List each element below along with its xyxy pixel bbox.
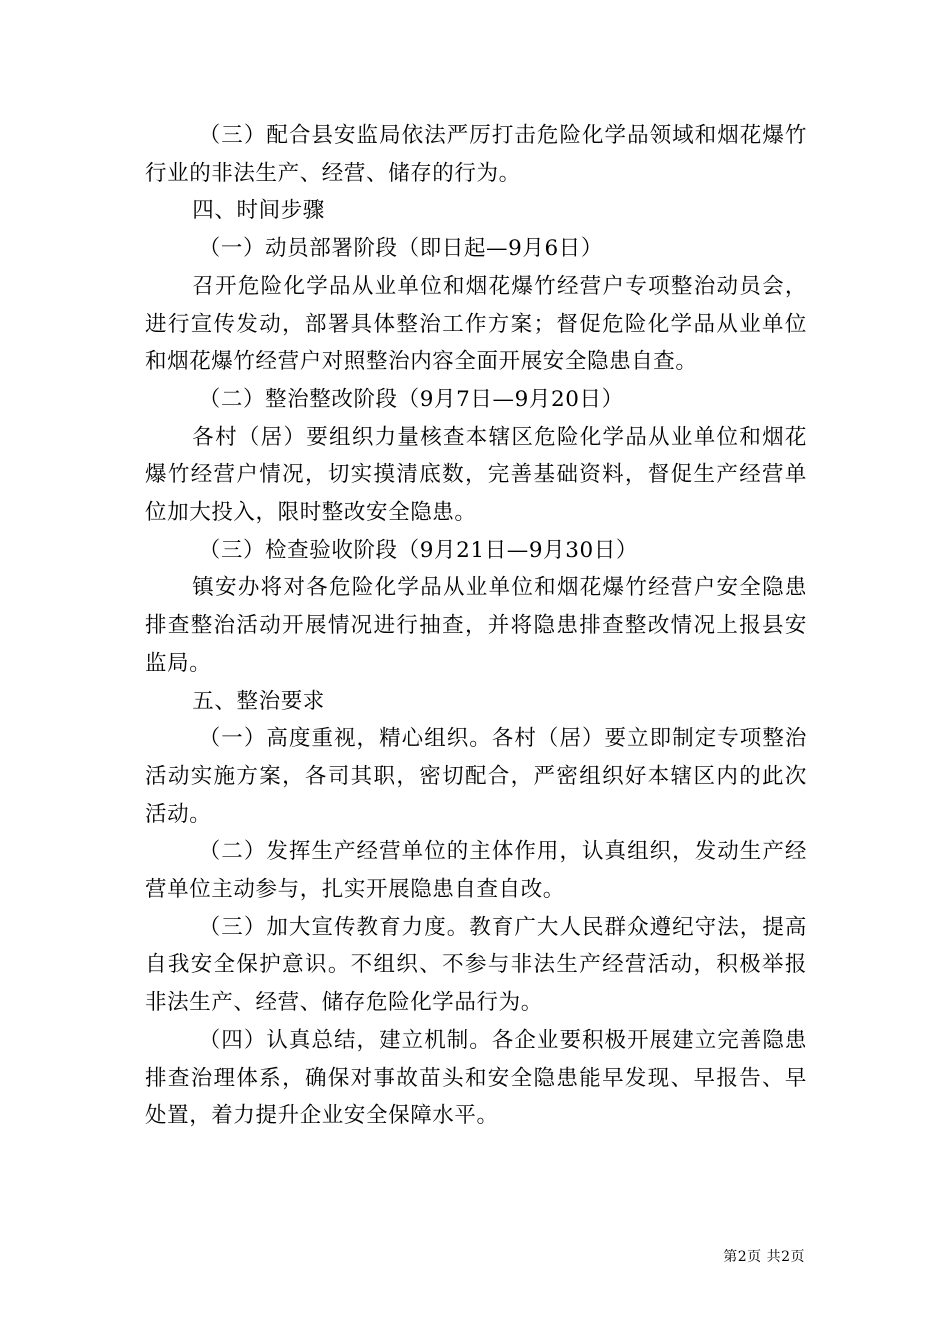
requirement-4: （四）认真总结，建立机制。各企业要积极开展建立完善隐患排查治理体系，确保对事故苗头和安全隐患能早发现、早报告、早处置，着力提升企业安全保障水平。 bbox=[145, 1027, 807, 1129]
paragraph-rectification: 各村（居）要组织力量核查本辖区危险化学品从业单位和烟花爆竹经营户情况，切实摸清底数，完善基础资料，督促生产经营单位加大投入，限时整改安全隐患。 bbox=[145, 424, 807, 526]
subheading-inspection: （三）检查验收阶段（9月21日—9月30日） bbox=[198, 537, 639, 563]
subheading-rectification: （二）整治整改阶段（9月7日—9月20日） bbox=[198, 386, 624, 412]
page-number: 第2页 共2页 bbox=[723, 1249, 805, 1265]
subheading-mobilization: （一）动员部署阶段（即日起—9月6日） bbox=[198, 236, 604, 262]
paragraph-1: （三）配合县安监局依法严厉打击危险化学品领域和烟花爆竹行业的非法生产、经营、储存的行为。 bbox=[145, 123, 807, 186]
document-body bbox=[145, 117, 807, 1135]
section-heading-requirements: 五、整治要求 bbox=[192, 688, 325, 714]
section-heading-time-steps: 四、时间步骤 bbox=[192, 198, 325, 224]
requirement-3: （三）加大宣传教育力度。教育广大人民群众遵纪守法，提高自我安全保护意识。不组织、不参与非法生产经营活动，积极举报非法生产、经营、储存危险化学品行为。 bbox=[145, 914, 807, 1016]
paragraph-inspection: 镇安办将对各危险化学品从业单位和烟花爆竹经营户安全隐患排查整治活动开展情况进行抽查，并将隐患排查整改情况上报县安监局。 bbox=[145, 575, 807, 676]
requirement-1: （一）高度重视，精心组织。各村（居）要立即制定专项整治活动实施方案，各司其职，密切配合，严密组织好本辖区内的此次活动。 bbox=[145, 726, 807, 827]
paragraph-mobilization: 召开危险化学品从业单位和烟花爆竹经营户专项整治动员会，进行宣传发动，部署具体整治工作方案；督促危险化学品从业单位和烟花爆竹经营户对照整治内容全面开展安全隐患自查。 bbox=[145, 273, 807, 375]
requirement-2: （二）发挥生产经营单位的主体作用，认真组织，发动生产经营单位主动参与，扎实开展隐患自查自改。 bbox=[145, 839, 807, 903]
